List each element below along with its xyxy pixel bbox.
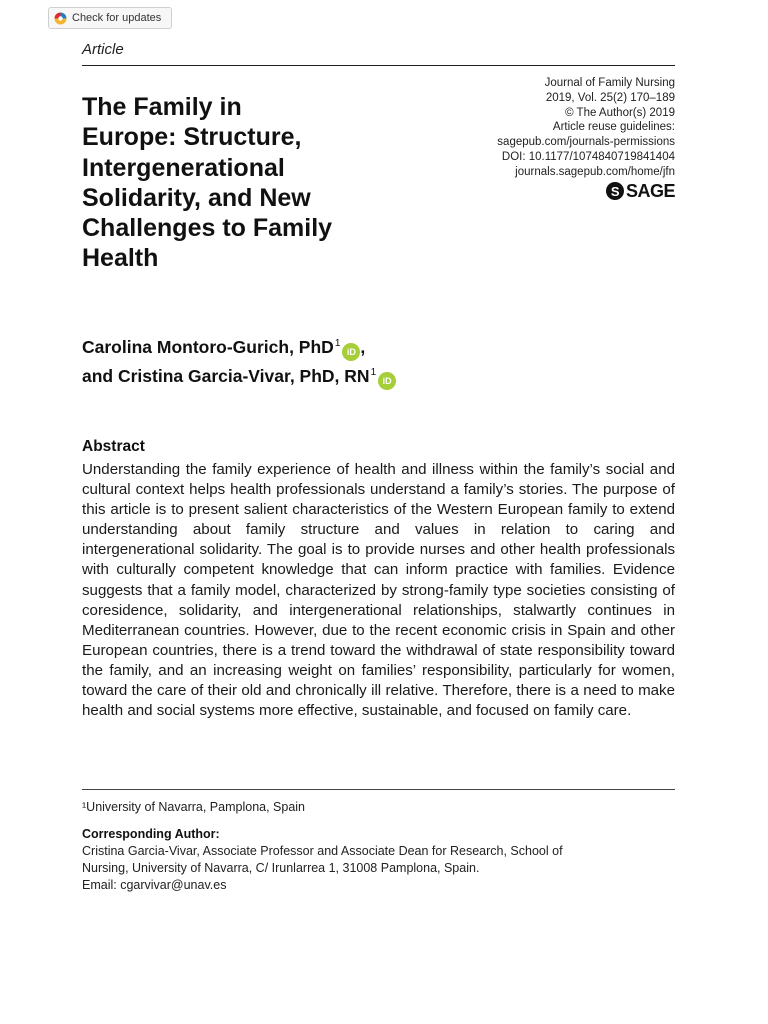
author-list xyxy=(82,332,642,390)
abstract-text: Understanding the family experience of health and illness within the family’s social and cultural context helps health professionals understand a family’s stories. The purpose of this article is to present salient characteristics of the Western European family to extend understanding about family structure and values in relation to caring and intergenerational solidarity. The goal is to provide nurses and other health professionals with culturally competent knowledge that can inform practice with families. Evidence suggests that a family model, characterized by strong-family type societies consisting of coresidence, solidarity, and intergenerational relationships, stalwartly continues in Mediterranean countries. However, due to the recent economic crisis in Spain and other European countries, there is a trend toward the withdrawal of state responsibility toward the family, and an increasing weight on families’ responsibility, particularly for women, toward the care of their old and chronically ill relative. Therefore, there is a need to make health and social systems more effective, sustainable, and focused on family care. xyxy=(82,461,675,720)
corresponding-author-label: Corresponding Author: xyxy=(82,827,220,841)
check-for-updates-button[interactable] xyxy=(48,7,172,29)
author-line xyxy=(82,332,642,361)
reuse-guidelines-label: Article reuse guidelines: xyxy=(552,121,675,134)
title-line: Europe: Structure, xyxy=(82,123,302,152)
title-line: Health xyxy=(82,244,159,273)
journal-homepage-link[interactable]: journals.sagepub.com/home/jfn xyxy=(515,165,675,178)
crossmark-icon xyxy=(54,12,67,25)
sage-logo xyxy=(606,181,675,201)
title-line: Challenges to Family xyxy=(82,214,333,243)
author-name: Carolina Montoro-Gurich, PhD xyxy=(82,337,334,357)
author-separator: , xyxy=(360,337,366,357)
affiliation-marker: 1 xyxy=(334,338,341,349)
author-line xyxy=(82,361,642,390)
check-for-updates-label: Check for updates xyxy=(72,12,162,24)
journal-name: Journal of Family Nursing xyxy=(544,77,675,89)
article-title xyxy=(82,92,432,274)
affiliation-marker: 1 xyxy=(370,367,377,378)
title-line: Intergenerational xyxy=(82,153,285,182)
author-name: and Cristina Garcia-Vivar, PhD, RN xyxy=(82,366,370,386)
doi-link[interactable]: DOI: 10.1177/1074840719841404 xyxy=(501,150,675,163)
journal-volume: 2019, Vol. 25(2) 170–189 xyxy=(545,91,675,104)
orcid-icon[interactable]: iD xyxy=(342,343,360,361)
corresponding-author-email[interactable]: Email: cgarvivar@unav.es xyxy=(82,878,227,892)
corresponding-author-line: Nursing, University of Navarra, C/ Irunlarrea 1, 31008 Pamplona, Spain. xyxy=(82,861,480,875)
article-type-label: Article xyxy=(82,41,124,58)
affiliation-footnote: ¹University of Navarra, Pamplona, Spain xyxy=(82,800,306,814)
corresponding-author-details xyxy=(82,843,675,894)
sage-logo-text: SAGE xyxy=(625,180,675,201)
title-line: Solidarity, and New xyxy=(82,183,311,212)
header-divider xyxy=(82,65,675,66)
permissions-link[interactable]: sagepub.com/journals-permissions xyxy=(497,136,675,149)
title-line: The Family in xyxy=(82,93,242,121)
journal-copyright: © The Author(s) 2019 xyxy=(565,106,675,119)
orcid-icon[interactable]: iD xyxy=(378,372,396,390)
journal-metadata xyxy=(415,76,675,180)
footnote-divider xyxy=(82,789,675,790)
corresponding-author-line: Cristina Garcia-Vivar, Associate Professor and Associate Dean for Research, School of xyxy=(82,844,563,858)
sage-s-icon: S xyxy=(606,182,624,200)
abstract-heading: Abstract xyxy=(82,438,145,455)
